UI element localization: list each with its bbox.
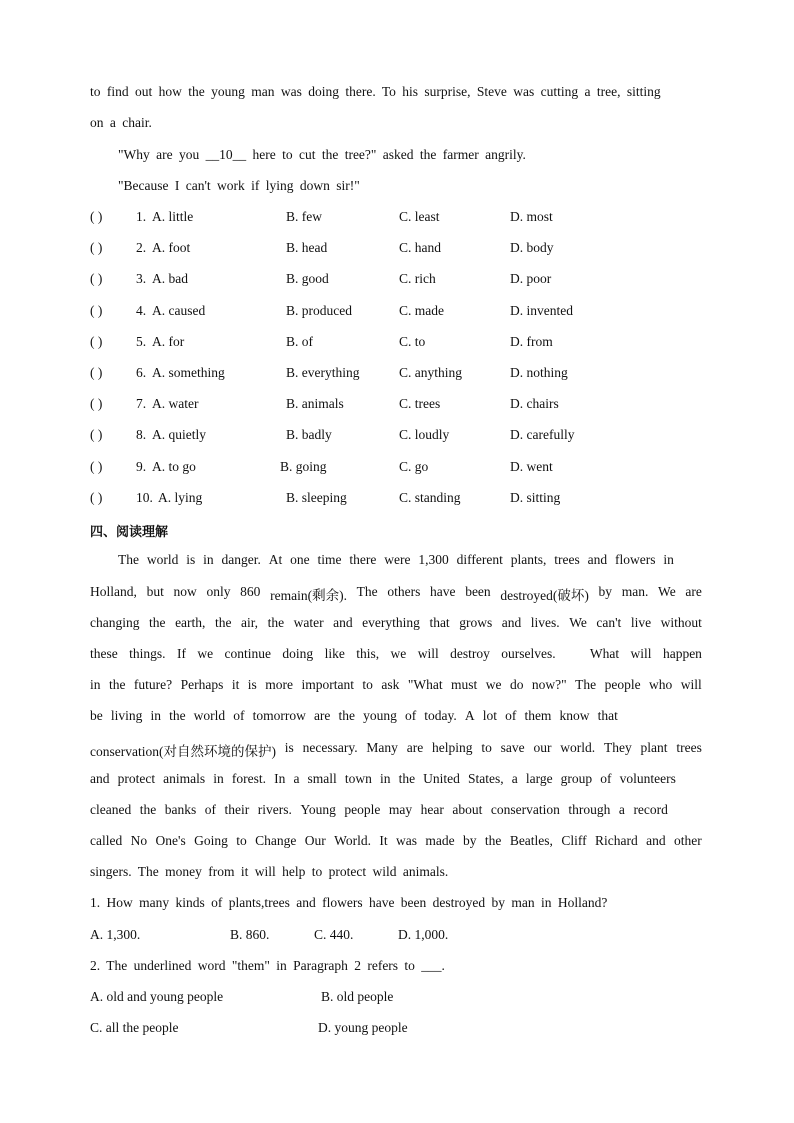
option-a: A. little bbox=[152, 209, 194, 224]
passage-word: the bbox=[398, 771, 416, 786]
passage-word: the bbox=[169, 708, 186, 723]
option-number: 2. bbox=[136, 240, 147, 255]
option-c: C. loudly bbox=[399, 427, 450, 442]
passage-word: different bbox=[456, 552, 503, 567]
passage-word: that bbox=[597, 708, 618, 723]
passage-word: about bbox=[452, 802, 483, 817]
passage-line bbox=[90, 646, 702, 662]
answer-blank: ( ) bbox=[90, 365, 103, 380]
passage-word: We bbox=[569, 615, 587, 630]
passage-word: are bbox=[406, 740, 424, 755]
passage-word: of bbox=[600, 771, 612, 786]
passage-word: our bbox=[533, 740, 552, 755]
passage-word: Young bbox=[300, 802, 336, 817]
passage-word: this, bbox=[356, 646, 380, 661]
passage-word: through bbox=[568, 802, 611, 817]
passage-word: It bbox=[379, 833, 388, 848]
passage-word: one bbox=[290, 552, 310, 567]
option-b: B. animals bbox=[286, 396, 344, 411]
passage-word: remain(剩余). bbox=[270, 588, 347, 603]
passage-word: were bbox=[384, 552, 411, 567]
option-a: A. water bbox=[152, 396, 199, 411]
passage-word: will bbox=[680, 677, 702, 692]
passage-word: helping bbox=[432, 740, 473, 755]
question-1: 1. How many kinds of plants,trees and flowers have been destroyed by man in Holland? bbox=[90, 895, 608, 910]
passage-word: a bbox=[511, 771, 518, 786]
option-number: 7. bbox=[136, 396, 147, 411]
q2-option-b: B. old people bbox=[321, 989, 394, 1004]
option-a: A. something bbox=[152, 365, 225, 380]
passage-word: people bbox=[344, 802, 381, 817]
option-a: A. caused bbox=[152, 303, 206, 318]
passage-word: in bbox=[213, 771, 224, 786]
answer-blank: ( ) bbox=[90, 209, 103, 224]
passage-word: banks bbox=[164, 802, 197, 817]
option-c: C. least bbox=[399, 209, 440, 224]
passage-word: Richard bbox=[594, 833, 638, 848]
passage-word: things. bbox=[129, 646, 166, 661]
passage-word: the bbox=[139, 802, 157, 817]
passage-word: and bbox=[501, 615, 522, 630]
option-number: 9. bbox=[136, 459, 147, 474]
passage-word: We bbox=[658, 584, 676, 599]
passage-word: who bbox=[649, 677, 673, 692]
option-c: C. standing bbox=[399, 490, 461, 505]
passage-word: in bbox=[203, 552, 214, 567]
passage-line bbox=[90, 833, 702, 849]
option-b: B. good bbox=[286, 271, 329, 286]
passage-line bbox=[90, 740, 702, 760]
passage-word: volunteers bbox=[619, 771, 676, 786]
option-d: D. poor bbox=[510, 271, 552, 286]
passage-word: earth, bbox=[175, 615, 206, 630]
passage-word: are bbox=[313, 708, 331, 723]
passage-word: No bbox=[130, 833, 148, 848]
passage-word: these bbox=[90, 646, 118, 661]
option-d: D. sitting bbox=[510, 490, 561, 505]
cloze-answer-line: "Because I can't work if lying down sir!" bbox=[118, 178, 360, 193]
passage-word: hear bbox=[420, 802, 444, 817]
option-number: 1. bbox=[136, 209, 147, 224]
q1-option-d: D. 1,000. bbox=[398, 927, 449, 942]
passage-word: others bbox=[387, 584, 421, 599]
answer-blank: ( ) bbox=[90, 396, 103, 411]
passage-word: made bbox=[425, 833, 455, 848]
passage-word: A bbox=[464, 708, 475, 723]
passage-word: destroy bbox=[450, 646, 490, 661]
option-c: C. go bbox=[399, 459, 429, 474]
passage-word: Many bbox=[366, 740, 398, 755]
passage-word: everything bbox=[362, 615, 420, 630]
passage-word: and bbox=[333, 615, 353, 630]
passage-word: town bbox=[344, 771, 372, 786]
option-a: A. bad bbox=[152, 271, 188, 286]
passage-last-line: singers. The money from it will help to protect wild animals. bbox=[90, 864, 449, 879]
q1-option-b: B. 860. bbox=[230, 927, 270, 942]
passage-word: plants, bbox=[510, 552, 547, 567]
option-c: C. made bbox=[399, 303, 444, 318]
passage-word: changing bbox=[90, 615, 140, 630]
passage-word: there bbox=[349, 552, 377, 567]
option-d: D. invented bbox=[510, 303, 573, 318]
passage-word: protect bbox=[117, 771, 156, 786]
passage-line bbox=[90, 677, 702, 693]
passage-word: United bbox=[423, 771, 460, 786]
passage-word: it bbox=[231, 677, 240, 692]
passage-word: large bbox=[525, 771, 553, 786]
option-b: B. badly bbox=[286, 427, 332, 442]
passage-word: is bbox=[284, 740, 294, 755]
passage-word: only bbox=[206, 584, 231, 599]
passage-word: will bbox=[630, 646, 652, 661]
passage-word: danger. bbox=[221, 552, 261, 567]
passage-word: time bbox=[317, 552, 342, 567]
passage-word: be bbox=[90, 708, 103, 723]
option-number: 4. bbox=[136, 303, 147, 318]
passage-word: destroyed(破坏) bbox=[500, 588, 589, 603]
passage-word: flowers bbox=[614, 552, 656, 567]
passage-word: can't bbox=[596, 615, 622, 630]
passage-word: If bbox=[176, 646, 186, 661]
passage-word: was bbox=[396, 833, 417, 848]
passage-word: will bbox=[417, 646, 439, 661]
passage-line bbox=[90, 615, 702, 631]
passage-word: world bbox=[146, 552, 179, 567]
q2-option-c: C. all the people bbox=[90, 1020, 179, 1035]
passage-word: young bbox=[363, 708, 397, 723]
answer-blank: ( ) bbox=[90, 334, 103, 349]
option-a: A. quietly bbox=[152, 427, 206, 442]
option-a: A. to go bbox=[152, 459, 196, 474]
passage-word: small bbox=[307, 771, 337, 786]
passage-word: trees bbox=[676, 740, 702, 755]
passage-word: world bbox=[193, 708, 226, 723]
answer-blank: ( ) bbox=[90, 427, 103, 442]
passage-word: we bbox=[485, 677, 502, 692]
option-number: 5. bbox=[136, 334, 147, 349]
answer-blank: ( ) bbox=[90, 459, 103, 474]
answer-blank: ( ) bbox=[90, 303, 103, 318]
passage-word: World. bbox=[334, 833, 371, 848]
option-b: B. head bbox=[286, 240, 328, 255]
question-2: 2. The underlined word "them" in Paragraph 2 refers to ___. bbox=[90, 958, 445, 973]
passage-word: live bbox=[630, 615, 652, 630]
passage-word: continue bbox=[224, 646, 272, 661]
passage-word: are bbox=[685, 584, 702, 599]
passage-word: we bbox=[390, 646, 407, 661]
option-b: B. produced bbox=[286, 303, 352, 318]
option-number: 8. bbox=[136, 427, 147, 442]
passage-word: to bbox=[362, 677, 373, 692]
passage-word: a bbox=[293, 771, 300, 786]
passage-word: is bbox=[186, 552, 196, 567]
passage-word: the bbox=[338, 708, 356, 723]
q2-option-a: A. old and young people bbox=[90, 989, 224, 1004]
passage-word: of bbox=[204, 802, 217, 817]
passage-word: save bbox=[500, 740, 525, 755]
passage-word: we bbox=[197, 646, 214, 661]
option-c: C. hand bbox=[399, 240, 441, 255]
option-c: C. anything bbox=[399, 365, 462, 380]
passage-word: The bbox=[575, 677, 597, 692]
passage-word: now bbox=[173, 584, 197, 599]
passage-word: called bbox=[90, 833, 123, 848]
passage-line bbox=[90, 771, 676, 787]
passage-word: to bbox=[236, 833, 247, 848]
passage-line bbox=[90, 584, 702, 604]
q1-option-c: C. 440. bbox=[314, 927, 354, 942]
option-c: C. trees bbox=[399, 396, 441, 411]
option-a: A. for bbox=[152, 334, 185, 349]
passage-word: in bbox=[150, 708, 161, 723]
option-d: D. most bbox=[510, 209, 553, 224]
option-d: D. chairs bbox=[510, 396, 559, 411]
passage-word: conservation(对自然环境的保护) bbox=[90, 744, 276, 759]
passage-word: and bbox=[646, 833, 666, 848]
passage-word: the bbox=[149, 615, 166, 630]
option-d: D. nothing bbox=[510, 365, 568, 380]
passage-word: conservation bbox=[490, 802, 560, 817]
passage-word: Beatles, bbox=[509, 833, 553, 848]
passage-word: future? bbox=[133, 677, 173, 692]
passage-word: forest. bbox=[231, 771, 266, 786]
passage-word: by bbox=[598, 584, 613, 599]
passage-word: but bbox=[146, 584, 164, 599]
passage-word: may bbox=[388, 802, 413, 817]
answer-blank: ( ) bbox=[90, 240, 103, 255]
passage-word: in bbox=[379, 771, 391, 786]
passage-word: rivers. bbox=[257, 802, 292, 817]
passage-word: must bbox=[451, 677, 478, 692]
passage-word: them bbox=[524, 708, 552, 723]
option-b: B. going bbox=[280, 459, 327, 474]
passage-word: Change bbox=[255, 833, 297, 848]
answer-blank: ( ) bbox=[90, 490, 103, 505]
option-c: C. to bbox=[399, 334, 426, 349]
passage-word: living bbox=[110, 708, 143, 723]
passage-word: other bbox=[674, 833, 702, 848]
passage-line bbox=[90, 802, 668, 818]
section-heading: 四、阅读理解 bbox=[90, 525, 169, 540]
passage-word: a bbox=[618, 802, 625, 817]
passage-word: record bbox=[633, 802, 668, 817]
passage-word: now?" bbox=[531, 677, 567, 692]
passage-word: of bbox=[404, 708, 417, 723]
option-b: B. of bbox=[286, 334, 313, 349]
passage-word: and bbox=[587, 552, 608, 567]
option-a: A. foot bbox=[152, 240, 191, 255]
passage-word: happen bbox=[662, 646, 702, 661]
passage-word: the bbox=[214, 615, 232, 630]
passage-word: the bbox=[108, 677, 126, 692]
passage-word: that bbox=[429, 615, 450, 630]
cloze-text-line-1: to find out how the young man was doing there. To his surprise, Steve was cutting a tree, sitting bbox=[90, 84, 661, 99]
passage-word: of bbox=[233, 708, 245, 723]
option-d: D. body bbox=[510, 240, 554, 255]
passage-word: is bbox=[247, 677, 257, 692]
option-b: B. few bbox=[286, 209, 322, 224]
passage-word: Our bbox=[304, 833, 326, 848]
passage-word: The bbox=[356, 584, 378, 599]
option-b: B. everything bbox=[286, 365, 360, 380]
passage-word: without bbox=[660, 615, 702, 630]
passage-word: Going bbox=[194, 833, 228, 848]
passage-word: Cliff bbox=[561, 833, 587, 848]
passage-word: today. bbox=[424, 708, 457, 723]
passage-word: and bbox=[90, 771, 110, 786]
passage-word: necessary. bbox=[302, 740, 358, 755]
passage-word: The bbox=[118, 552, 139, 567]
passage-word: the bbox=[267, 615, 285, 630]
passage-word: "What bbox=[407, 677, 443, 692]
passage-word: tomorrow bbox=[252, 708, 306, 723]
option-number: 6. bbox=[136, 365, 147, 380]
q2-option-d: D. young people bbox=[318, 1020, 408, 1035]
option-b: B. sleeping bbox=[286, 490, 347, 505]
passage-word: in bbox=[90, 677, 101, 692]
passage-word: by bbox=[463, 833, 477, 848]
passage-word: of bbox=[505, 708, 517, 723]
passage-word: important bbox=[301, 677, 354, 692]
option-number: 3. bbox=[136, 271, 147, 286]
passage-word: lives. bbox=[530, 615, 560, 630]
passage-word: Perhaps bbox=[180, 677, 224, 692]
passage-word: know bbox=[559, 708, 590, 723]
passage-word: 1,300 bbox=[418, 552, 449, 567]
passage-word: doing bbox=[282, 646, 314, 661]
passage-word: States, bbox=[468, 771, 504, 786]
cloze-text-line-2: on a chair. bbox=[90, 115, 152, 130]
passage-word: people bbox=[604, 677, 641, 692]
passage-word: In bbox=[274, 771, 286, 786]
passage-word: lot bbox=[482, 708, 497, 723]
passage-word: the bbox=[484, 833, 502, 848]
passage-word: 860 bbox=[240, 584, 261, 599]
passage-word: group bbox=[560, 771, 593, 786]
passage-word: do bbox=[509, 677, 524, 692]
option-d: D. went bbox=[510, 459, 553, 474]
passage-word: One's bbox=[155, 833, 186, 848]
passage-word: their bbox=[224, 802, 250, 817]
passage-word: trees bbox=[554, 552, 580, 567]
passage-word: cleaned bbox=[90, 802, 132, 817]
passage-line bbox=[90, 708, 618, 724]
passage-word: water bbox=[293, 615, 324, 630]
passage-word: world. bbox=[560, 740, 596, 755]
cloze-question-line: "Why are you __10__ here to cut the tree?" asked the farmer angrily. bbox=[118, 147, 526, 162]
option-c: C. rich bbox=[399, 271, 436, 286]
option-number: 10. bbox=[136, 490, 153, 505]
q1-option-a: A. 1,300. bbox=[90, 927, 141, 942]
passage-word: air, bbox=[240, 615, 259, 630]
passage-word: At bbox=[268, 552, 283, 567]
passage-word: have bbox=[430, 584, 456, 599]
passage-word: to bbox=[481, 740, 492, 755]
answer-blank: ( ) bbox=[90, 271, 103, 286]
passage-word: man. bbox=[621, 584, 649, 599]
passage-word: ourselves. bbox=[501, 646, 556, 661]
option-d: D. carefully bbox=[510, 427, 575, 442]
passage-word: like bbox=[324, 646, 345, 661]
passage-word: in bbox=[663, 552, 674, 567]
passage-word: ask bbox=[381, 677, 400, 692]
passage-word: more bbox=[265, 677, 293, 692]
passage-word: They bbox=[603, 740, 632, 755]
passage-line bbox=[118, 552, 674, 568]
passage-word: animals bbox=[163, 771, 206, 786]
passage-word: plant bbox=[640, 740, 668, 755]
passage-word: been bbox=[465, 584, 491, 599]
passage-word: grows bbox=[459, 615, 493, 630]
passage-word: What bbox=[589, 646, 620, 661]
option-a: A. lying bbox=[158, 490, 203, 505]
option-d: D. from bbox=[510, 334, 553, 349]
passage-word: Holland, bbox=[90, 584, 137, 599]
